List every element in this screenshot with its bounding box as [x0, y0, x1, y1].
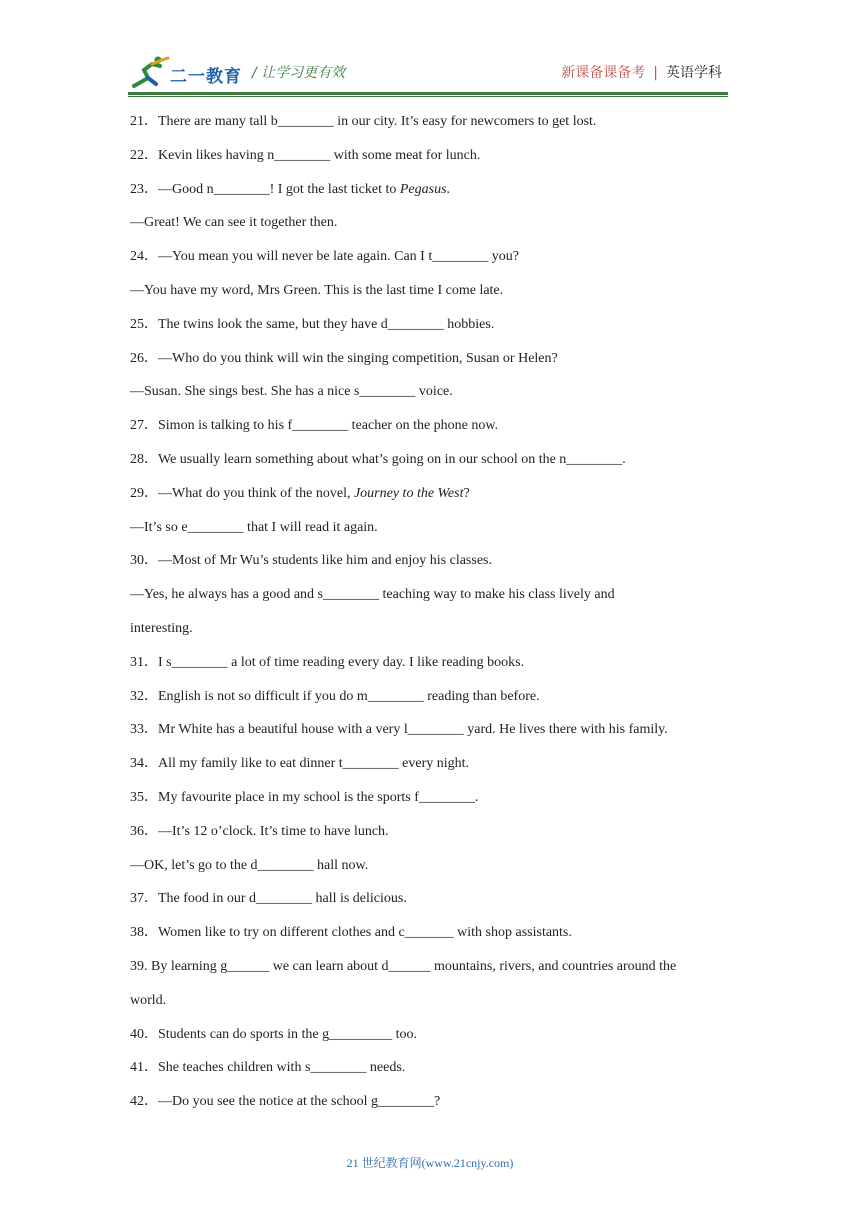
question-line: 21．There are many tall b________ in our city. It’s easy for newcomers to get lost.: [130, 114, 597, 129]
header-subject-label: 英语学科: [666, 65, 722, 81]
question-line: 39. By learning g______ we can learn about d______ mountains, rivers, and countries around the: [130, 958, 677, 974]
question-line: 32．English is not so difficult if you do m________ reading than before.: [130, 688, 540, 704]
slogan: / 让学习更有效: [252, 65, 346, 81]
question-line: 36．—It’s 12 o’clock. It’s time to have lunch.: [130, 823, 389, 839]
answer-line: —OK, let’s go to the d________ hall now.: [130, 857, 369, 873]
question-punct: ?: [463, 485, 470, 501]
answer-line: —Yes, he always has a good and s________ teaching way to make his class lively and: [130, 587, 615, 603]
header-rule-thin: [128, 96, 728, 97]
question-line: 35．My favourite place in my school is the sports f________.: [130, 789, 479, 805]
question-line: [130, 173, 732, 207]
question-line: 34．All my family like to eat dinner t________ every night.: [130, 756, 470, 772]
question-line: 37．The food in our d________ hall is delicious.: [130, 891, 407, 907]
logo-text: 二一教育: [170, 67, 242, 87]
answer-line: —You have my word, Mrs Green. This is the last time I come late.: [130, 282, 504, 298]
question-line: 26．—Who do you think will win the singing competition, Susan or Helen?: [130, 350, 558, 366]
page-header: [0, 0, 860, 100]
question-line: 30．—Most of Mr Wu’s students like him and enjoy his classes.: [130, 553, 492, 569]
novel-title: Journey to the West: [353, 485, 464, 501]
question-line: 31．I s________ a lot of time reading every day. I like reading books.: [130, 654, 525, 670]
question-line: 25．The twins look the same, but they have d________ hobbies.: [130, 316, 495, 332]
page-footer: 21 世纪教育网(www.21cnjy.com): [346, 1156, 514, 1170]
question-punct: .: [446, 181, 451, 197]
question-line: 42．—Do you see the notice at the school g________?: [130, 1094, 441, 1110]
header-right: [561, 62, 722, 82]
question-line: [130, 477, 732, 511]
question-line: 40．Students can do sports in the g_________ too.: [130, 1026, 417, 1042]
header-course-label: 新课备课备考: [561, 65, 646, 81]
question-line: 27．Simon is talking to his f________ teacher on the phone now.: [130, 418, 499, 434]
question-line: 24．—You mean you will never be late again. Can I t________ you?: [130, 249, 519, 265]
movie-title: Pegasus: [399, 181, 447, 197]
question-line: 33．Mr White has a beautiful house with a very l________ yard. He lives there with his family.: [130, 722, 668, 738]
answer-line-cont: interesting.: [130, 620, 193, 636]
question-list: [130, 105, 732, 1119]
question-line: 41．She teaches children with s________ needs.: [130, 1060, 406, 1076]
question-line: 22．Kevin likes having n________ with some meat for lunch.: [130, 147, 481, 163]
answer-line: —Susan. She sings best. She has a nice s________ voice.: [130, 384, 453, 400]
answer-line: —It’s so e________ that I will read it again.: [130, 519, 378, 535]
answer-line: —Great! We can see it together then.: [130, 215, 338, 231]
question-line-cont: world.: [130, 992, 167, 1008]
header-separator: |: [653, 65, 658, 81]
question-text: 29．—What do you think of the novel,: [130, 485, 354, 501]
logo: [130, 56, 260, 90]
question-line: 38．Women like to try on different clothes and c_______ with shop assistants.: [130, 925, 572, 941]
header-rule: [128, 92, 728, 95]
question-line: 28．We usually learn something about what’s going on in our school on the n________.: [130, 451, 626, 467]
runner-icon: [130, 56, 170, 90]
question-text: 23．—Good n________! I got the last ticket to: [130, 181, 400, 197]
